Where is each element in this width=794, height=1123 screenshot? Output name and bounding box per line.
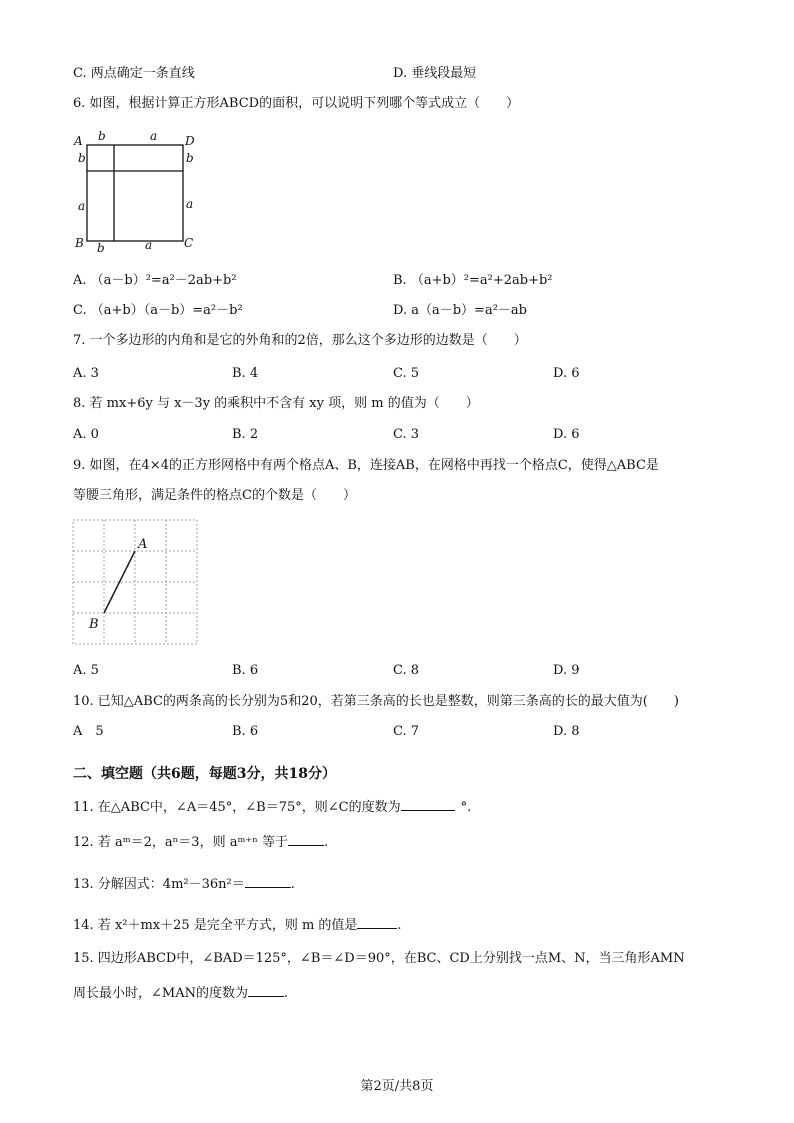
q12-suffix: . [324,835,329,850]
q6-bottom-b: b [97,241,105,252]
q13-answer-blank[interactable] [245,873,291,888]
q10-option-b: B. 6 [232,724,259,739]
q10-option-a: A 5 [73,724,104,739]
q10-option-d: D. 8 [553,724,580,739]
q9-stem-line2: 等腰三角形，满足条件的格点C的个数是（ ） [73,488,356,503]
q14 [73,914,402,935]
q8-stem: 8. 若 mx+6y 与 x－3y 的乘积中不含有 xy 项，则 m 的值为（ ） [73,396,479,411]
q6-option-a: A. （a－b）²=a²－2ab+b² [73,273,237,288]
q6-option-b: B. （a+b）²=a²+2ab+b² [393,273,553,288]
q9-stem-line1: 9. 如图，在4×4的正方形网格中有两个格点A、B，连接AB，在网格中再找一个格点C，使得△ABC是 [73,458,659,473]
q6-left-a: a [78,199,86,213]
q11 [73,796,471,817]
q6-outer-square [87,145,183,241]
q6-right-a: a [186,197,194,211]
q7-option-a: A. 3 [73,366,99,381]
q6-top-a: a [150,129,158,143]
q6-label-C: C [184,236,194,250]
q8-option-c: C. 3 [393,427,420,442]
q6-label-B: B [75,236,84,250]
q15-answer-blank[interactable] [248,982,284,997]
q10-stem: 10. 已知△ABC的两条高的长分别为5和20，若第三条高的长也是整数，则第三条高的长的最大值为( ) [73,694,679,709]
q9-grid-figure [70,517,200,649]
q11-text: 11. 在△ABC中，∠A＝45°，∠B＝75°，则∠C的度数为 [73,800,401,815]
q8-option-a: A. 0 [73,427,99,442]
q8-option-b: B. 2 [232,427,259,442]
q7-option-b: B. 4 [232,366,259,381]
q6-bottom-a: a [145,238,153,252]
q9-option-c: C. 8 [393,663,420,678]
q6-option-d: D. a（a－b）=a²－ab [393,303,527,318]
q7-option-d: D. 6 [553,366,580,381]
q6-square-figure [70,126,200,252]
q6-label-A: A [74,134,83,148]
q12 [73,831,328,852]
q13-text: 13. 分解因式：4m²－36n²＝ [73,877,245,892]
q12-text: 12. 若 aᵐ＝2，aⁿ＝3，则 aᵐ⁺ⁿ 等于 [73,835,289,850]
option-d-prev: D. 垂线段最短 [393,66,477,81]
section-2-heading: 二、填空题（共6题，每题3分，共18分） [73,766,336,782]
q14-answer-blank[interactable] [357,914,397,929]
q11-suffix: °. [460,800,472,815]
q6-stem: 6. 如图，根据计算正方形ABCD的面积，可以说明下列哪个等式成立（ ） [73,96,520,111]
q10-option-c: C. 7 [393,724,420,739]
q9-option-d: D. 9 [553,663,580,678]
q7-option-c: C. 5 [393,366,420,381]
q14-suffix: . [397,918,402,933]
q6-label-D: D [185,134,195,148]
q11-answer-blank[interactable] [401,796,455,811]
q9-label-B: B [89,617,99,632]
q6-option-c: C. （a+b）（a－b）=a²－b² [73,303,243,318]
page-number-footer: 第2页/共8页 [360,1079,434,1094]
q13 [73,873,295,894]
q6-top-b: b [98,129,106,143]
q9-label-A: A [138,537,148,552]
q7-stem: 7. 一个多边形的内角和是它的外角和的2倍，那么这个多边形的边数是（ ） [73,333,527,348]
q9-option-b: B. 6 [232,663,259,678]
option-c-prev: C. 两点确定一条直线 [73,66,195,81]
q13-suffix: . [290,877,295,892]
q15-line1: 15. 四边形ABCD中，∠BAD＝125°，∠B＝∠D＝90°，在BC、CD上分别找一点M、N，当三角形AMN [73,951,685,966]
q6-left-b: b [78,151,86,165]
q8-option-d: D. 6 [553,427,580,442]
q15-line2 [73,982,288,1003]
q15-suffix: . [283,986,289,1001]
q6-right-b: b [186,151,194,165]
q14-text: 14. 若 x²＋mx＋25 是完全平方式，则 m 的值是 [73,918,358,933]
q12-answer-blank[interactable] [288,831,324,846]
q15-text: 周长最小时，∠MAN的度数为 [73,986,248,1001]
q9-option-a: A. 5 [73,663,99,678]
